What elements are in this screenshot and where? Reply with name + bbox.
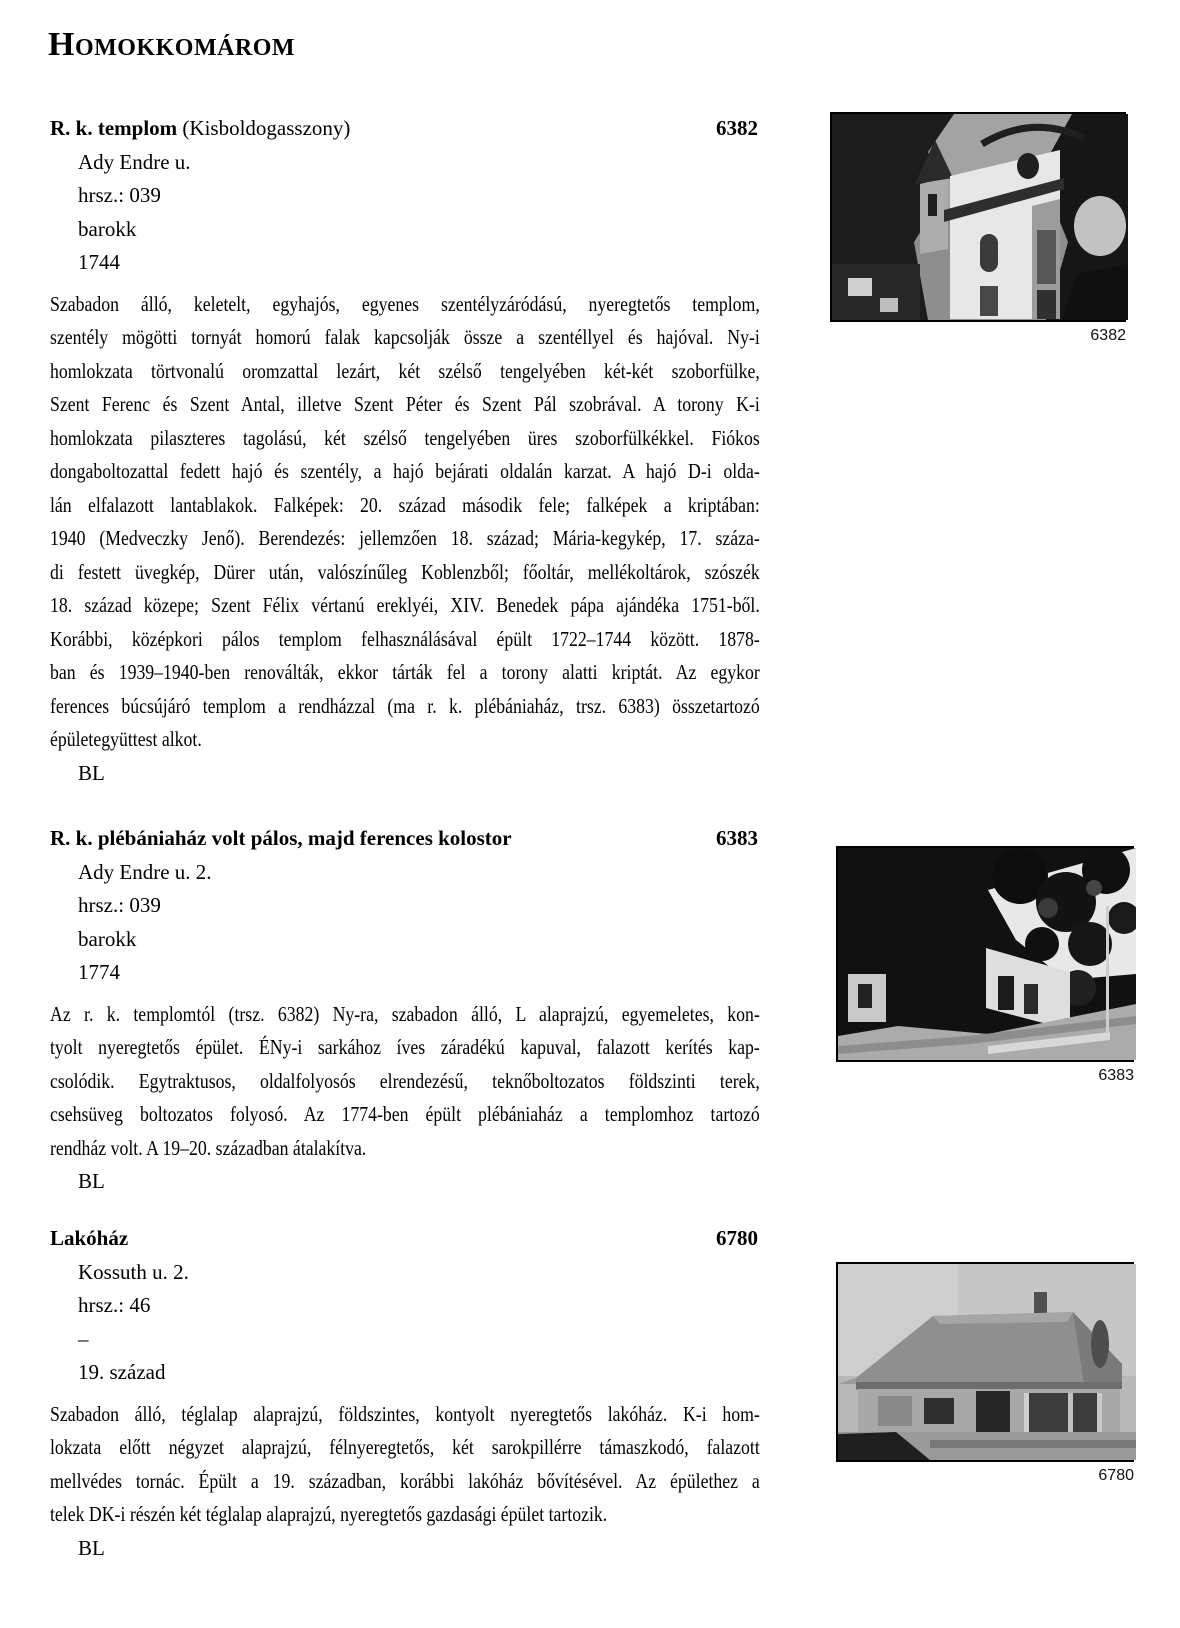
paragraph-line: tyolt nyeregtetős épület. ÉNy-i sarkához íves záradékú kapuval, falazott kerítés kap- <box>50 1035 760 1059</box>
entry-address: Kossuth u. 2. <box>78 1259 189 1284</box>
church-photo-illustration <box>832 114 1128 320</box>
photo-caption: 6780 <box>1098 1467 1134 1484</box>
entry-date: 19. század <box>78 1360 166 1384</box>
paragraph-line: lokzata előtt négyzet alaprajzú, félnyeregtetős, két sarokpillérre támaszkodó, falazott <box>50 1435 760 1459</box>
paragraph-line: di festett üvegkép, Dürer után, valószínűleg Koblenzből; főoltár, mellékoltárok, szószék <box>50 559 760 584</box>
entry-name <box>50 112 350 146</box>
paragraph-line: szentély mögötti tornyát homorú falak kapcsolják össze a szentéllyel és hajóval. Ny-i <box>50 325 760 349</box>
entry-style: barokk <box>78 926 137 951</box>
entry-date: 1744 <box>78 250 120 274</box>
paragraph-line: dongaboltozattal fedett hajó és szentély, a hajó bejárati oldalán karzat. A hajó D-i olda- <box>50 459 760 483</box>
entry-name <box>50 822 512 856</box>
entry-heading <box>50 112 758 146</box>
paragraph-line: homlokzata pilaszteres tagolású, két szélső tengelyében üres szoborfülkékkel. Fiókos <box>50 425 760 450</box>
paragraph-line: csehsüveg boltozatos folyosó. Az 1774-ben épült plébániaház a templomhoz tartozó <box>50 1102 760 1126</box>
entry-name <box>50 1222 128 1256</box>
paragraph-line: telek DK-i részén két téglalap alaprajzú, nyeregtetős gazdasági épület tartozik. <box>50 1502 608 1526</box>
paragraph-line: 1940 (Medveczky Jenő). Berendezés: jellemzően 18. század; Mária-kegykép, 17. száza- <box>50 526 760 550</box>
entry-name-bold: R. k. plébániaház volt pálos, majd ferences kolostor <box>50 826 512 850</box>
entry-name-suffix: (Kisboldogasszony) <box>177 116 351 140</box>
entry-description <box>50 288 760 757</box>
entry-heading <box>50 1222 758 1256</box>
page-title: Homokkomárom <box>48 26 296 63</box>
entry-number: 6780 <box>716 1226 758 1250</box>
entry-name-bold: R. k. templom <box>50 116 178 140</box>
entry-address: Ady Endre u. <box>78 149 191 174</box>
entry-style: – <box>78 1326 89 1351</box>
paragraph-line: ban és 1939–1940-ben renoválták, ekkor tárták fel a torony alatti kriptát. Az egykor <box>50 660 760 684</box>
entry-6383 <box>50 822 758 1199</box>
paragraph-line: ferences búcsújáró templom a rendházzal (ma r. k. plébániaház, trsz. 6383) összetartozó <box>50 693 760 718</box>
entry-address: Ady Endre u. 2. <box>78 859 212 884</box>
photo-6383 <box>836 846 1134 1062</box>
entry-signature: BL <box>78 760 105 785</box>
paragraph-line: Szabadon álló, keletelt, egyhajós, egyenes szentélyzáródású, nyeregtetős templom, <box>50 291 760 316</box>
entry-parcel: hrsz.: 46 <box>78 1293 151 1317</box>
paragraph-line: Szent Ferenc és Szent Antal, illetve Szent Péter és Szent Pál szobrával. A torony K-i <box>50 392 760 416</box>
entry-date: 1774 <box>78 960 120 984</box>
entry-6780 <box>50 1222 758 1565</box>
paragraph-line: épületegyüttest alkot. <box>50 727 202 751</box>
entry-parcel: hrsz.: 039 <box>78 183 161 207</box>
paragraph-line: Szabadon álló, téglalap alaprajzú, földszintes, kontyolt nyeregtetős lakóház. K-i hom- <box>50 1401 760 1426</box>
entry-description <box>50 1398 760 1532</box>
entry-6382 <box>50 112 758 790</box>
photo-block-6780 <box>836 1262 1134 1485</box>
paragraph-line: mellvédes tornác. Épült a 19. században, korábbi lakóház bővítésével. Az épülethez a <box>50 1468 760 1493</box>
photo-caption: 6382 <box>1090 327 1126 344</box>
photo-block-6383 <box>836 846 1134 1085</box>
entry-signature: BL <box>78 1535 105 1560</box>
parsonage-photo-illustration <box>838 848 1136 1060</box>
photo-caption: 6383 <box>1098 1067 1134 1084</box>
paragraph-line: 18. század közepe; Szent Félix vértanú ereklyéi, XIV. Benedek pápa ajándéka 1751-ből. <box>50 593 760 617</box>
photo-block-6382 <box>830 112 1126 345</box>
paragraph-line: csolódik. Egytraktusos, oldalfolyosós elrendezésű, teknőboltozatos földszinti terek, <box>50 1068 760 1093</box>
paragraph-line: Korábbi, középkori pálos templom felhasználásával épült 1722–1744 között. 1878- <box>50 626 760 651</box>
entry-signature: BL <box>78 1169 105 1193</box>
entry-parcel: hrsz.: 039 <box>78 893 161 917</box>
entry-description <box>50 998 760 1166</box>
paragraph-line: Az r. k. templomtól (trsz. 6382) Ny-ra, szabadon álló, L alaprajzú, egyemeletes, kon- <box>50 1001 760 1026</box>
paragraph-line: homlokzata törtvonalú oromzattal lezárt, két szélső tengelyében két-két szoborfülke, <box>50 358 760 383</box>
house-photo-illustration <box>838 1264 1136 1460</box>
paragraph-line: lán elfalazott lantablakok. Falképek: 20. század második fele; falképek a kriptában: <box>50 492 760 517</box>
photo-6780 <box>836 1262 1134 1462</box>
photo-6382 <box>830 112 1126 322</box>
entry-heading <box>50 822 758 856</box>
entry-name-bold: Lakóház <box>50 1226 129 1250</box>
entry-number: 6382 <box>716 116 758 140</box>
entry-number: 6383 <box>716 826 758 850</box>
entry-style: barokk <box>78 216 137 241</box>
paragraph-line: rendház volt. A 19–20. században átalakítva. <box>50 1135 367 1160</box>
